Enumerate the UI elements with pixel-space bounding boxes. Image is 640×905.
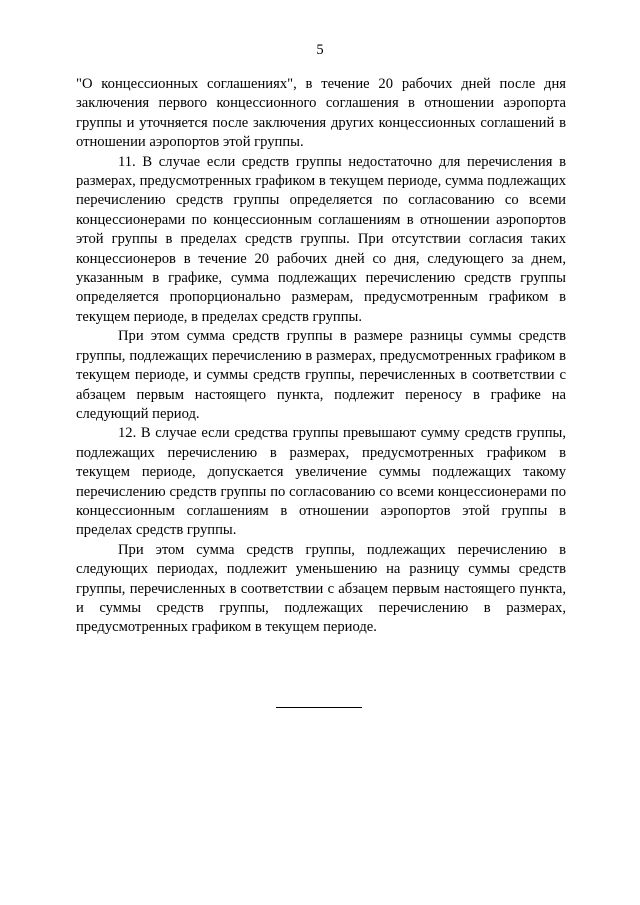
page-number: 5 (316, 42, 324, 58)
paragraph-clause-11: 11. В случае если средств группы недостаточно для перечисления в размерах, предусмотренных графиком в текущем периоде, сумма подлежащих перечислению средств группы определяется по согласованию со всеми концессионерами по концессионным соглашениям в отношении аэропортов этой группы в пределах средств группы. При отсутствии согласия таких концессионеров в течение 20 рабочих дней со дня, следующего за днем, указанным в графике, сумма подлежащих перечислению средств группы определяется пропорционально размерам, предусмотренным графиком в текущем периоде, в пределах средств группы. (76, 153, 566, 325)
paragraph-clause-12: 12. В случае если средства группы превышают сумму средств группы, подлежащих перечислению в размерах, предусмотренных графиком в текущем периоде, допускается увеличение суммы подлежащих такому перечислению средств группы по согласованию со всеми концессионерами по концессионным соглашениям в отношении аэропортов этой группы в пределах средств группы. (76, 425, 566, 539)
paragraph-continuation: "О концессионных соглашениях", в течение 20 рабочих дней после дня заключения первого концессионного соглашения в отношении аэропорта группы и уточняется после заключения других концессионных соглашений в отношении аэропортов этой группы. (76, 76, 566, 151)
document-body (76, 75, 566, 638)
paragraph-clause-12-note: При этом сумма средств группы, подлежащих перечислению в следующих периодах, подлежит уменьшению на разницу суммы средств группы, перечисленных в соответствии с абзацем первым настоящего пункта, и суммы средств группы, подлежащих перечислению в размерах, предусмотренных графиком в текущем периоде. (76, 541, 566, 636)
paragraph-clause-11-note: При этом сумма средств группы в размере разницы суммы средств группы, подлежащих перечислению в размерах, предусмотренных графиком в текущем периоде, и суммы средств группы, перечисленных в соответствии с абзацем первым настоящего пункта, подлежит переносу в графике на следующий период. (76, 328, 566, 422)
end-of-document-rule (276, 707, 362, 708)
